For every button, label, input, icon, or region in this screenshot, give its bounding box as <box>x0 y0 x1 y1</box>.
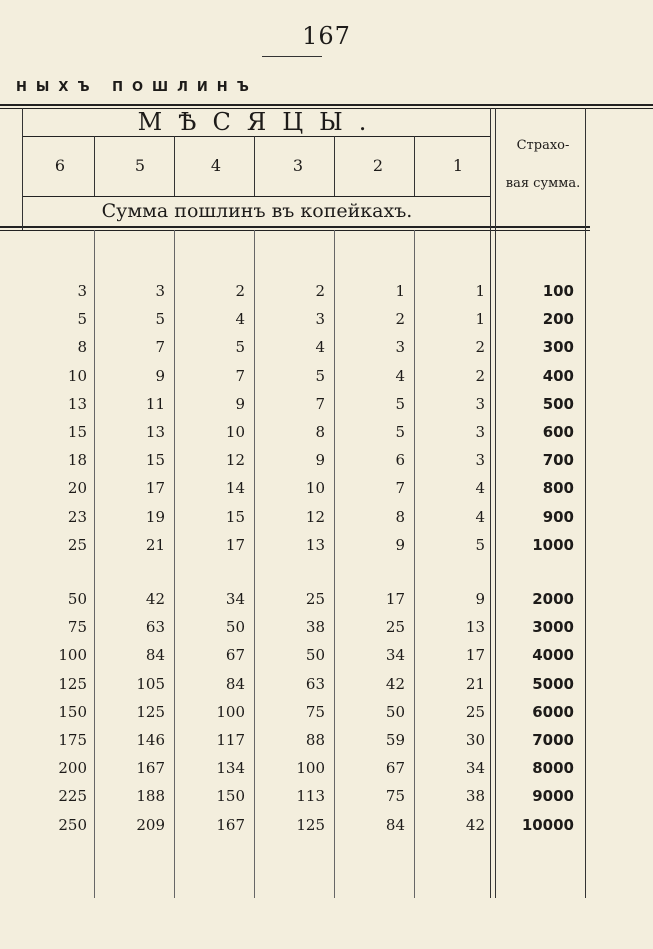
cell-m6: 5 <box>77 310 87 329</box>
cell-m1: 5 <box>475 535 485 554</box>
vline-c5 <box>414 136 415 196</box>
cell-m5: 42 <box>145 590 165 608</box>
cell-m4: 167 <box>216 815 245 834</box>
cell-m5: 84 <box>145 646 165 665</box>
cell-m1: 30 <box>465 731 485 749</box>
cell-m6: 50 <box>67 590 87 608</box>
cell-insured-sum: 10000 <box>521 815 574 834</box>
cell-m2: 84 <box>385 815 405 834</box>
cell-m3: 12 <box>305 507 325 526</box>
vline-c2 <box>174 136 175 196</box>
cell-m6: 125 <box>58 674 87 693</box>
vline-body-5 <box>414 230 415 898</box>
cell-m2: 67 <box>385 759 405 778</box>
cell-m5: 146 <box>136 731 165 749</box>
month-col-5: 5 <box>134 156 146 175</box>
month-col-1: 1 <box>452 156 464 175</box>
cell-insured-sum: 3000 <box>532 618 574 637</box>
cell-insured-sum: 2000 <box>532 590 574 608</box>
cell-m2: 5 <box>395 394 405 413</box>
page-number-rule <box>262 56 322 57</box>
insured-sum-header <box>498 127 588 203</box>
cell-m6: 250 <box>58 815 87 834</box>
cell-m1: 1 <box>475 310 485 329</box>
cell-m3: 2 <box>315 282 325 300</box>
cell-m5: 63 <box>145 618 165 637</box>
cell-m3: 100 <box>296 759 325 778</box>
cell-m5: 13 <box>145 423 165 441</box>
cell-m4: 14 <box>225 479 245 498</box>
cell-m4: 34 <box>225 590 245 608</box>
cell-m6: 20 <box>67 479 87 498</box>
cell-m5: 105 <box>136 674 165 693</box>
cell-m1: 17 <box>465 646 485 665</box>
page-number: 167 <box>302 22 351 50</box>
cell-m3: 5 <box>315 366 325 385</box>
cell-m4: 7 <box>235 366 245 385</box>
cell-m3: 88 <box>305 731 325 749</box>
cell-m6: 10 <box>67 366 87 385</box>
cell-m4: 15 <box>225 507 245 526</box>
vline-c3 <box>254 136 255 196</box>
cell-m3: 50 <box>305 646 325 665</box>
cell-m4: 50 <box>225 618 245 637</box>
cell-m2: 9 <box>395 535 405 554</box>
months-heading: МѢСЯЦЫ. <box>137 108 383 136</box>
cell-m6: 3 <box>77 282 87 300</box>
cell-m1: 3 <box>475 451 485 470</box>
cell-m2: 75 <box>385 787 405 806</box>
cell-m6: 15 <box>67 423 87 441</box>
cell-m1: 34 <box>465 759 485 778</box>
month-col-6: 6 <box>54 156 66 175</box>
cell-m4: 134 <box>216 759 245 778</box>
cell-m4: 100 <box>216 702 245 721</box>
cell-m4: 4 <box>235 310 245 329</box>
month-col-2: 2 <box>372 156 384 175</box>
cell-m3: 125 <box>296 815 325 834</box>
header-bottom-rule <box>0 226 590 228</box>
cell-m6: 13 <box>67 394 87 413</box>
cell-m2: 59 <box>385 731 405 749</box>
cell-m5: 209 <box>136 815 165 834</box>
vline-c1 <box>94 136 95 196</box>
cell-m6: 23 <box>67 507 87 526</box>
cell-m4: 10 <box>225 423 245 441</box>
cell-m6: 100 <box>58 646 87 665</box>
cell-insured-sum: 8000 <box>532 759 574 778</box>
cell-m6: 75 <box>67 618 87 637</box>
cell-m2: 6 <box>395 451 405 470</box>
cell-m6: 25 <box>67 535 87 554</box>
vline-body-1 <box>94 230 95 898</box>
cell-m5: 9 <box>155 366 165 385</box>
vline-body-4 <box>334 230 335 898</box>
cell-m2: 2 <box>395 310 405 329</box>
cell-insured-sum: 5000 <box>532 674 574 693</box>
cell-m3: 38 <box>305 618 325 637</box>
sum-caption: Сумма пошлинъ въ копейкахъ. <box>101 200 413 222</box>
cell-m4: 5 <box>235 338 245 357</box>
cell-m4: 12 <box>225 451 245 470</box>
cell-m5: 15 <box>145 451 165 470</box>
cell-insured-sum: 300 <box>542 338 574 357</box>
vline-c4 <box>334 136 335 196</box>
cell-m1: 3 <box>475 423 485 441</box>
cell-m3: 4 <box>315 338 325 357</box>
cell-insured-sum: 6000 <box>532 702 574 721</box>
vline-double-2 <box>495 108 496 898</box>
cell-m6: 225 <box>58 787 87 806</box>
cell-m6: 18 <box>67 451 87 470</box>
running-head: НЫХЪ ПОШЛИНЪ <box>16 80 258 95</box>
insured-sum-line1: Страхо- <box>516 138 570 153</box>
cell-m2: 25 <box>385 618 405 637</box>
cell-m1: 38 <box>465 787 485 806</box>
cell-m5: 7 <box>155 338 165 357</box>
cell-insured-sum: 700 <box>542 451 574 470</box>
cell-m1: 25 <box>465 702 485 721</box>
columns-rule <box>22 196 490 197</box>
cell-m5: 21 <box>145 535 165 554</box>
vline-right <box>585 108 586 898</box>
cell-m1: 2 <box>475 338 485 357</box>
cell-m1: 21 <box>465 674 485 693</box>
cell-m1: 9 <box>475 590 485 608</box>
header-bottom-rule-2 <box>0 230 590 231</box>
cell-m4: 67 <box>225 646 245 665</box>
cell-m3: 10 <box>305 479 325 498</box>
cell-m2: 42 <box>385 674 405 693</box>
cell-insured-sum: 800 <box>542 479 574 498</box>
cell-m3: 8 <box>315 423 325 441</box>
cell-insured-sum: 100 <box>542 282 574 300</box>
cell-m1: 1 <box>475 282 485 300</box>
cell-m3: 7 <box>315 394 325 413</box>
cell-m4: 84 <box>225 674 245 693</box>
cell-m1: 4 <box>475 507 485 526</box>
cell-m1: 13 <box>465 618 485 637</box>
cell-m5: 125 <box>136 702 165 721</box>
cell-m3: 25 <box>305 590 325 608</box>
cell-insured-sum: 1000 <box>532 535 574 554</box>
cell-m1: 3 <box>475 394 485 413</box>
vline-double-1 <box>490 108 491 898</box>
cell-insured-sum: 900 <box>542 507 574 526</box>
cell-insured-sum: 4000 <box>532 646 574 665</box>
cell-insured-sum: 600 <box>542 423 574 441</box>
cell-m2: 7 <box>395 479 405 498</box>
cell-m4: 17 <box>225 535 245 554</box>
cell-m5: 17 <box>145 479 165 498</box>
cell-m3: 113 <box>296 787 325 806</box>
vline-body-3 <box>254 230 255 898</box>
vline-body-2 <box>174 230 175 898</box>
cell-m2: 34 <box>385 646 405 665</box>
insured-sum-line2: вая сумма. <box>505 176 581 191</box>
cell-m1: 4 <box>475 479 485 498</box>
cell-m2: 50 <box>385 702 405 721</box>
cell-m6: 175 <box>58 731 87 749</box>
cell-m4: 2 <box>235 282 245 300</box>
cell-m3: 63 <box>305 674 325 693</box>
cell-m5: 5 <box>155 310 165 329</box>
cell-m5: 188 <box>136 787 165 806</box>
cell-m2: 5 <box>395 423 405 441</box>
cell-m5: 167 <box>136 759 165 778</box>
cell-m4: 9 <box>235 394 245 413</box>
cell-m6: 8 <box>77 338 87 357</box>
cell-m3: 75 <box>305 702 325 721</box>
cell-m2: 8 <box>395 507 405 526</box>
table-top-rule <box>0 104 653 106</box>
cell-m5: 3 <box>155 282 165 300</box>
month-col-3: 3 <box>292 156 304 175</box>
month-col-4: 4 <box>210 156 222 175</box>
cell-m6: 150 <box>58 702 87 721</box>
cell-m3: 13 <box>305 535 325 554</box>
cell-m2: 3 <box>395 338 405 357</box>
cell-m5: 19 <box>145 507 165 526</box>
cell-insured-sum: 200 <box>542 310 574 329</box>
cell-insured-sum: 7000 <box>532 731 574 749</box>
cell-m2: 17 <box>385 590 405 608</box>
cell-m4: 150 <box>216 787 245 806</box>
cell-m2: 4 <box>395 366 405 385</box>
cell-m1: 42 <box>465 815 485 834</box>
cell-m3: 9 <box>315 451 325 470</box>
cell-m1: 2 <box>475 366 485 385</box>
cell-insured-sum: 400 <box>542 366 574 385</box>
cell-m6: 200 <box>58 759 87 778</box>
cell-m5: 11 <box>145 394 165 413</box>
cell-m2: 1 <box>395 282 405 300</box>
cell-m3: 3 <box>315 310 325 329</box>
cell-insured-sum: 500 <box>542 394 574 413</box>
cell-m4: 117 <box>216 731 245 749</box>
cell-insured-sum: 9000 <box>532 787 574 806</box>
months-rule <box>22 136 490 137</box>
